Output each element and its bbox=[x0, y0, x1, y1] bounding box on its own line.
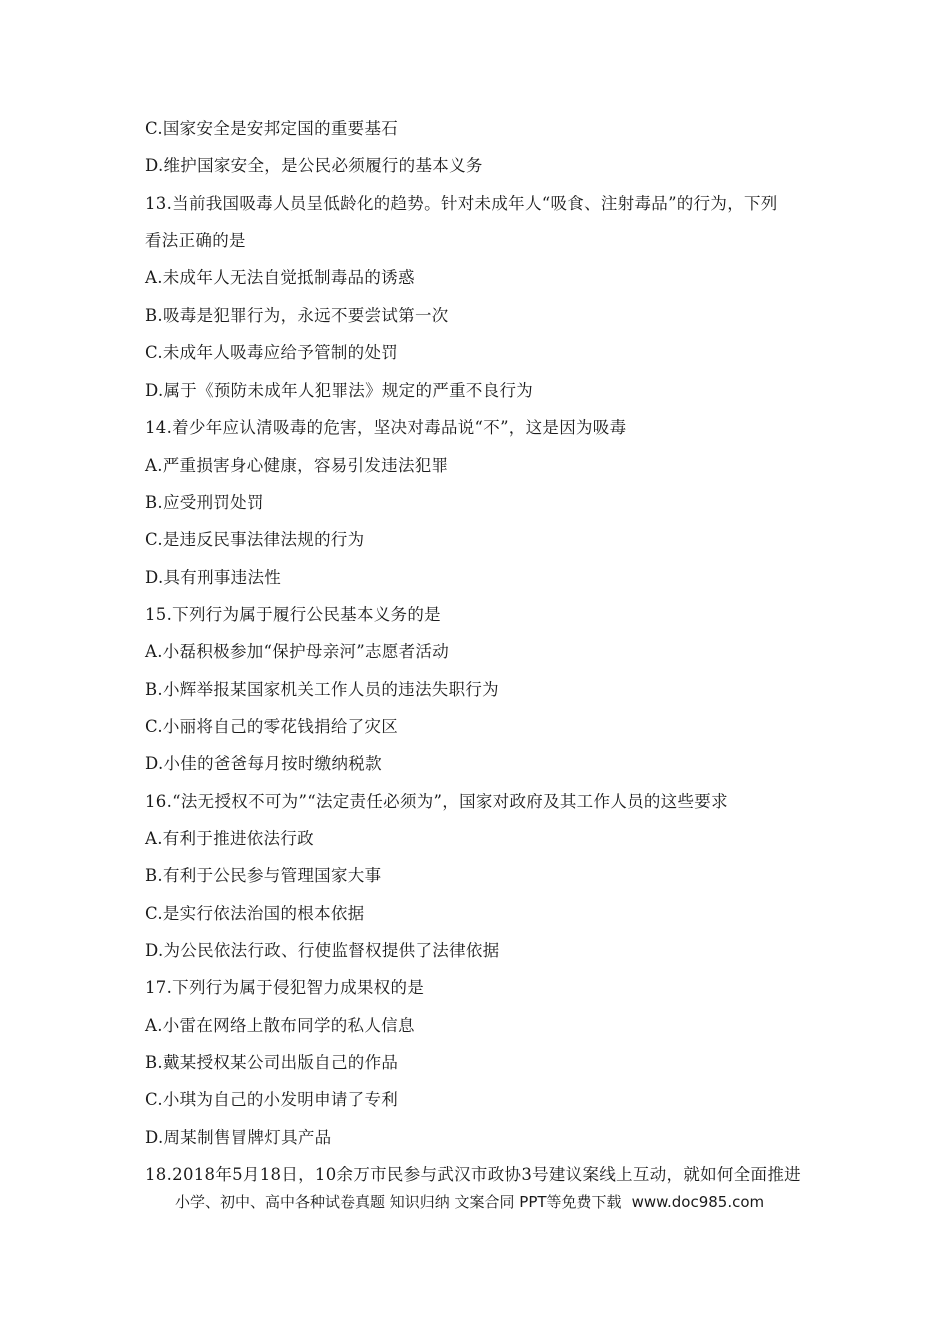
question-12-option-d: D.维护国家安全，是公民必须履行的基本义务 bbox=[145, 156, 483, 175]
question-13-option-b: B.吸毒是犯罪行为，永远不要尝试第一次 bbox=[145, 306, 449, 325]
footer-url: www.doc985.com bbox=[631, 1193, 765, 1211]
question-14-option-d: D.具有刑事违法性 bbox=[145, 568, 282, 587]
question-16-option-c: C.是实行依法治国的根本依据 bbox=[145, 904, 365, 923]
question-16-stem: 16.“法无授权不可为”“法定责任必须为”，国家对政府及其工作人员的这些要求 bbox=[145, 792, 728, 811]
question-18-stem: 18.2018年5月18日，10余万市民参与武汉市政协3号建议案线上互动，就如何全面推进 bbox=[145, 1165, 801, 1184]
page-footer bbox=[175, 1192, 764, 1212]
question-14-option-c: C.是违反民事法律法规的行为 bbox=[145, 530, 365, 549]
question-14-stem: 14.着少年应认清吸毒的危害，坚决对毒品说“不”，这是因为吸毒 bbox=[145, 418, 627, 437]
question-17-option-c: C.小琪为自己的小发明申请了专利 bbox=[145, 1090, 399, 1109]
question-13-stem-cont: 看法正确的是 bbox=[145, 231, 246, 250]
question-12-option-c: C.国家安全是安邦定国的重要基石 bbox=[145, 119, 399, 138]
question-13-option-c: C.未成年人吸毒应给予管制的处罚 bbox=[145, 343, 399, 362]
question-13-stem: 13.当前我国吸毒人员呈低龄化的趋势。针对未成年人“吸食、注射毒品”的行为，下列 bbox=[145, 194, 778, 213]
question-13-option-a: A.未成年人无法自觉抵制毒品的诱惑 bbox=[145, 268, 415, 287]
question-17-option-b: B.戴某授权某公司出版自己的作品 bbox=[145, 1053, 399, 1072]
question-15-option-b: B.小辉举报某国家机关工作人员的违法失职行为 bbox=[145, 680, 499, 699]
question-16-option-b: B.有利于公民参与管理国家大事 bbox=[145, 866, 382, 885]
question-15-option-d: D.小佳的爸爸每月按时缴纳税款 bbox=[145, 754, 382, 773]
question-15-stem: 15.下列行为属于履行公民基本义务的是 bbox=[145, 605, 441, 624]
question-14-option-a: A.严重损害身心健康，容易引发违法犯罪 bbox=[145, 456, 449, 475]
question-14-option-b: B.应受刑罚处罚 bbox=[145, 493, 264, 512]
question-17-option-d: D.周某制售冒牌灯具产品 bbox=[145, 1128, 332, 1147]
question-16-option-a: A.有利于推进依法行政 bbox=[145, 829, 314, 848]
question-15-option-a: A.小磊积极参加“保护母亲河”志愿者活动 bbox=[145, 642, 450, 661]
question-17-stem: 17.下列行为属于侵犯智力成果权的是 bbox=[145, 978, 425, 997]
footer-text: 小学、初中、高中各种试卷真题 知识归纳 文案合同 PPT等免费下载 bbox=[175, 1193, 622, 1211]
question-15-option-c: C.小丽将自己的零花钱捐给了灾区 bbox=[145, 717, 399, 736]
question-16-option-d: D.为公民依法行政、行使监督权提供了法律依据 bbox=[145, 941, 500, 960]
question-17-option-a: A.小雷在网络上散布同学的私人信息 bbox=[145, 1016, 415, 1035]
question-13-option-d: D.属于《预防未成年人犯罪法》规定的严重不良行为 bbox=[145, 381, 534, 400]
